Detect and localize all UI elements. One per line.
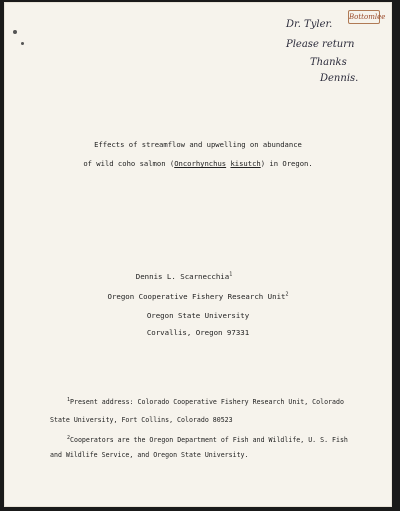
author-name-text: Dennis L. Scarnecchia: [135, 272, 230, 281]
scientific-species: kisutch: [230, 159, 261, 168]
title-line-1: Effects of streamflow and upwelling on abundance: [94, 140, 302, 149]
institution-unit: [4, 292, 392, 301]
scientific-genus: Oncorhynchus: [174, 159, 227, 168]
footnote-1-line-1: [67, 398, 344, 406]
institution-address: Corvallis, Oregon 97331: [146, 328, 250, 337]
footnote-mark: 1: [229, 271, 233, 278]
handwritten-line: Thanks: [310, 57, 347, 68]
footnote-text: Cooperators are the Oregon Department of Fish and Wildlife, U. S. Fish: [70, 436, 348, 444]
author-name: [0, 272, 378, 281]
handwritten-line: Dr. Tyler.: [286, 19, 333, 30]
document-page: [4, 2, 392, 507]
institution-university: Oregon State University: [146, 311, 250, 320]
footnote-2-line-2: and Wildlife Service, and Oregon State University.: [50, 451, 249, 459]
title-text: ) in Oregon.: [260, 159, 313, 168]
handwritten-line: Please return: [286, 39, 355, 50]
title-text: of wild coho salmon (: [83, 159, 175, 168]
footnote-1-line-2: State University, Fort Collins, Colorado 80523: [50, 416, 233, 424]
handwritten-line: Dennis.: [320, 73, 359, 84]
footnote-mark: 2: [285, 291, 289, 298]
title-line-2: [4, 159, 392, 168]
stamp: Bottomlee: [348, 10, 380, 24]
institution-unit-text: Oregon Cooperative Fishery Research Unit: [107, 292, 286, 301]
footnote-text: Present address: Colorado Cooperative Fishery Research Unit, Colorado: [70, 398, 344, 406]
footnote-mark: 2: [67, 434, 71, 441]
punch-hole: [13, 30, 17, 34]
footnote-2-line-1: [67, 436, 348, 444]
punch-hole: [21, 42, 24, 45]
footnote-mark: 1: [67, 396, 71, 403]
